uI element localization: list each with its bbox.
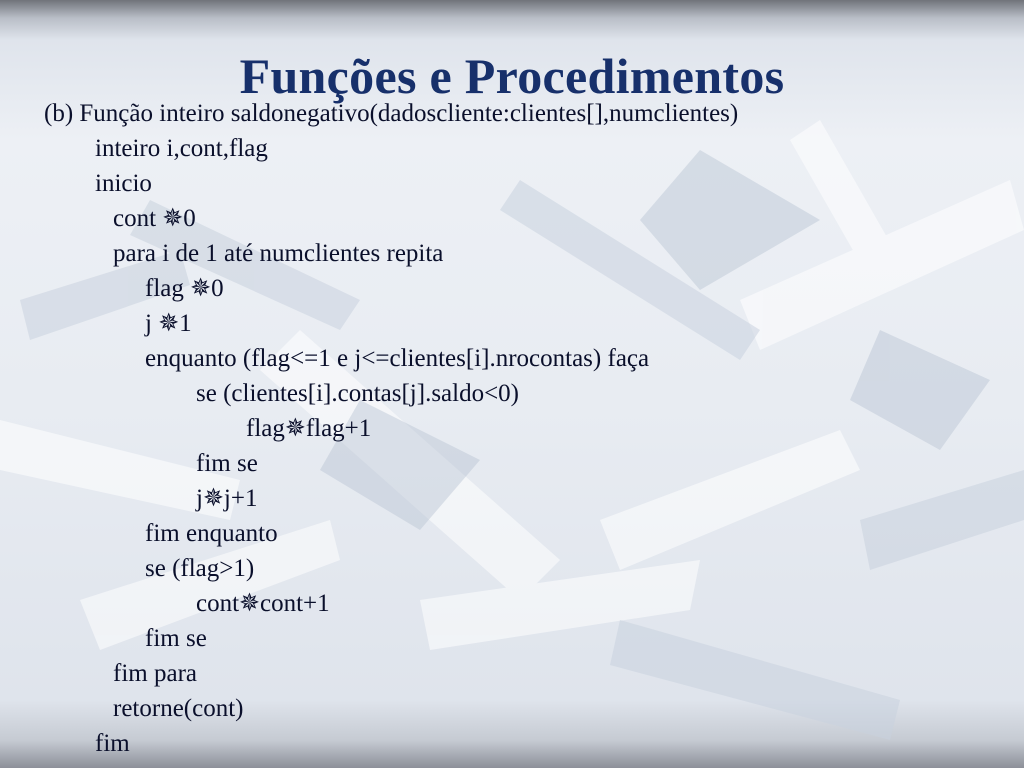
code-line bbox=[44, 481, 1014, 516]
code-line bbox=[44, 411, 1014, 446]
code-line bbox=[44, 306, 1014, 341]
code-line-text: fim enquanto bbox=[145, 520, 278, 547]
code-line bbox=[44, 656, 1014, 691]
code-line bbox=[44, 271, 1014, 306]
code-line-text: flag✵flag+1 bbox=[246, 415, 372, 442]
code-line-text: fim se bbox=[145, 625, 207, 652]
code-line-text: se (flag>1) bbox=[145, 555, 255, 582]
code-line-text: fim para bbox=[113, 660, 197, 687]
code-line bbox=[44, 236, 1014, 271]
code-line-text: cont✵cont+1 bbox=[196, 590, 330, 617]
code-line-text: fim bbox=[95, 730, 130, 757]
code-line bbox=[44, 96, 1014, 131]
code-line bbox=[44, 131, 1014, 166]
code-line-text: j✵j+1 bbox=[196, 485, 258, 512]
code-line bbox=[44, 516, 1014, 551]
code-line-text: inteiro i,cont,flag bbox=[95, 135, 268, 162]
pseudocode-block bbox=[44, 96, 1014, 761]
code-line-text: flag ✵0 bbox=[145, 275, 224, 302]
code-line bbox=[44, 376, 1014, 411]
code-line-text: inicio bbox=[95, 170, 152, 197]
code-line-text: (b) Função inteiro saldonegativo(dadoscliente:clientes[],numclientes) bbox=[44, 100, 739, 127]
code-line-text: se (clientes[i].contas[j].saldo<0) bbox=[196, 380, 520, 407]
code-line-text: enquanto (flag<=1 e j<=clientes[i].nrocontas) faça bbox=[145, 345, 650, 372]
slide-title: Funções e Procedimentos bbox=[239, 48, 785, 104]
code-line-text: fim se bbox=[196, 450, 258, 477]
code-line bbox=[44, 621, 1014, 656]
code-line-text: j ✵1 bbox=[145, 310, 192, 337]
code-line bbox=[44, 341, 1014, 376]
code-line bbox=[44, 166, 1014, 201]
code-line-text: cont ✵0 bbox=[113, 205, 196, 232]
code-line-text: para i de 1 até numclientes repita bbox=[113, 240, 444, 267]
code-line bbox=[44, 551, 1014, 586]
code-line-text: retorne(cont) bbox=[113, 695, 244, 722]
code-line bbox=[44, 691, 1014, 726]
code-line bbox=[44, 201, 1014, 236]
code-line bbox=[44, 586, 1014, 621]
code-line bbox=[44, 446, 1014, 481]
code-line bbox=[44, 726, 1014, 761]
